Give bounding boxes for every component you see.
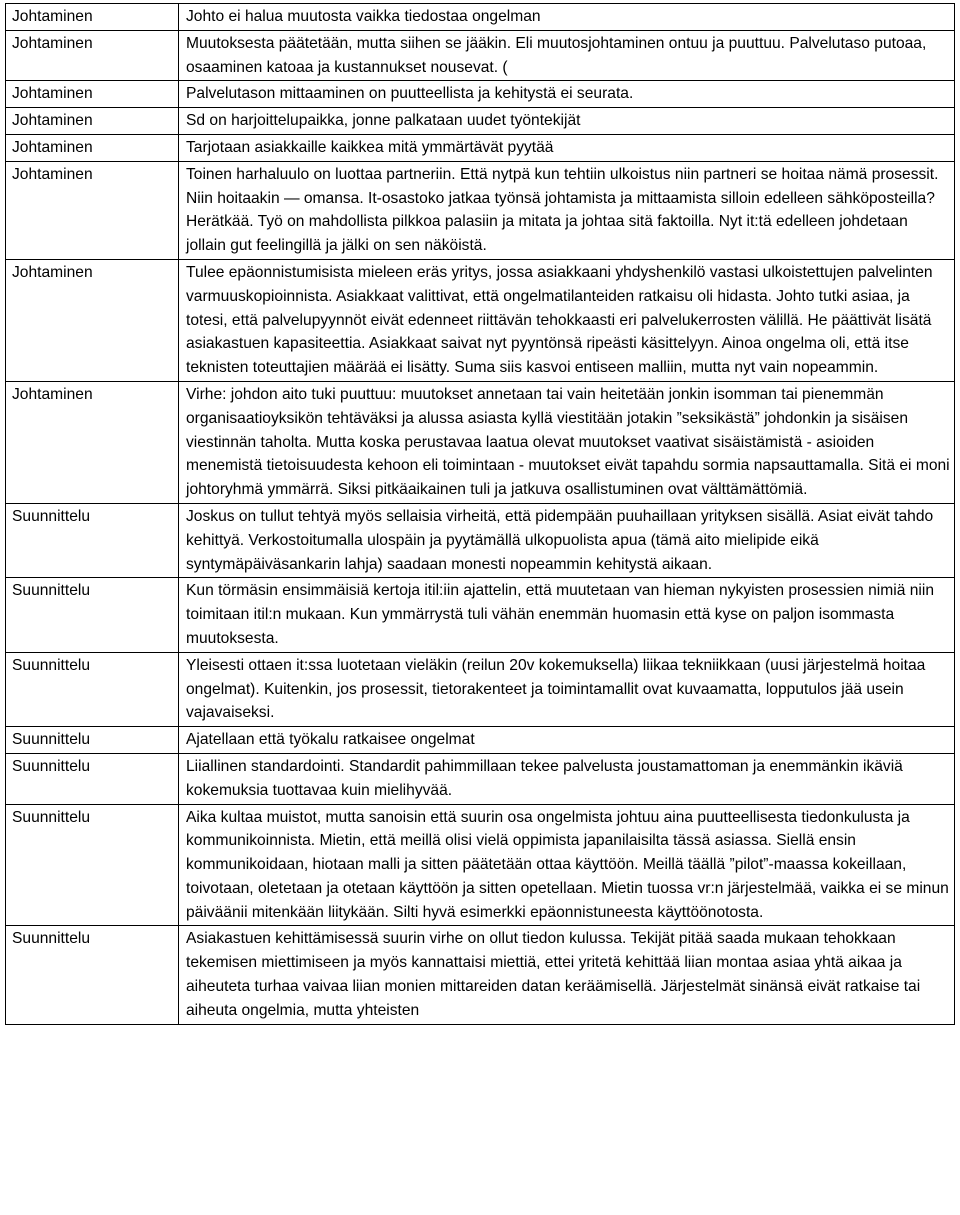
table-row (6, 259, 955, 381)
category-cell: Johtaminen (6, 259, 179, 381)
issues-table (5, 3, 955, 1025)
category-cell: Suunnittelu (6, 578, 179, 652)
table-row (6, 503, 955, 577)
category-cell: Suunnittelu (6, 926, 179, 1024)
table-row (6, 4, 955, 31)
table-row (6, 30, 955, 81)
category-cell: Suunnittelu (6, 727, 179, 754)
table-row (6, 753, 955, 804)
category-cell: Suunnittelu (6, 804, 179, 926)
category-cell: Johtaminen (6, 30, 179, 81)
table-row (6, 108, 955, 135)
category-cell: Johtaminen (6, 108, 179, 135)
table-row (6, 134, 955, 161)
description-cell: Joskus on tullut tehtyä myös sellaisia virheitä, että pidempään puuhaillaan yrityksen sisällä. Asiat eivät tahdo kehittyä. Verkostoitumalla ulospäin ja pyytämällä ulkopuolista apua (tämä aito mielipide eikä syntymäpäiväsankarin lahja) saadaan monesti nopeammin kehitystä aikaan. (179, 503, 955, 577)
table-row (6, 727, 955, 754)
description-cell: Toinen harhaluulo on luottaa partneriin. Että nytpä kun tehtiin ulkoistus niin partneri se hoitaa nämä prosessit. Niin hoitaakin — omansa. It-osastoko jatkaa työnsä johtamista ja mittaamista silloin edelleen sähköposteilla? Herätkää. Työ on mahdollista pilkkoa palasiin ja mitata ja johtaa sitä faktoilla. Nyt it:tä edelleen johdetaan jollain gut feelingillä ja jälki on sen näköistä. (179, 161, 955, 259)
table-row (6, 578, 955, 652)
table-row (6, 161, 955, 259)
description-cell: Johto ei halua muutosta vaikka tiedostaa ongelman (179, 4, 955, 31)
description-cell: Palvelutason mittaaminen on puutteellista ja kehitystä ei seurata. (179, 81, 955, 108)
table-row (6, 81, 955, 108)
issues-table-body (6, 4, 955, 1025)
category-cell: Johtaminen (6, 161, 179, 259)
category-cell: Johtaminen (6, 81, 179, 108)
category-cell: Suunnittelu (6, 503, 179, 577)
category-cell: Suunnittelu (6, 753, 179, 804)
description-cell: Yleisesti ottaen it:ssa luotetaan vieläkin (reilun 20v kokemuksella) liikaa tekniikkaan (uusi järjestelmä hoitaa ongelmat). Kuitenkin, jos prosessit, tietorakenteet ja toimintamallit ovat kuvaamatta, lopputulos jää usein vajavaiseksi. (179, 652, 955, 726)
description-cell: Ajatellaan että työkalu ratkaisee ongelmat (179, 727, 955, 754)
description-cell: Kun törmäsin ensimmäisiä kertoja itil:iin ajattelin, että muutetaan van hieman nykyisten prosessien nimiä niin toimitaan itil:n mukaan. Kun ymmärrystä tuli vähän enemmän huomasin että kyse on paljon isommasta muutoksesta. (179, 578, 955, 652)
description-cell: Aika kultaa muistot, mutta sanoisin että suurin osa ongelmista johtuu aina puutteellisesta tiedonkulusta ja kommunikoinnista. Mietin, että meillä olisi vielä oppimista japanilaisilta tässä asiassa. Siellä ensin kommunikoidaan, hiotaan malli ja sitten päätetään ottaa käyttöön. Meillä täällä ”pilot”-maassa kokeillaan, toivotaan, oletetaan ja otetaan käyttöön ja sitten opetellaan. Mietin tuossa vr:n järjestelmää, vaikka ei se minun päiväänii mitenkään liitykään. Silti hyvä esimerkki epäonnistuneesta käyttöönotosta. (179, 804, 955, 926)
category-cell: Suunnittelu (6, 652, 179, 726)
description-cell: Tulee epäonnistumisista mieleen eräs yritys, jossa asiakkaani yhdyshenkilö vastasi ulkoistettujen palvelinten varmuuskopioinnista. Asiakkaat valittivat, että ongelmatilanteiden ratkaisu oli hidasta. Johto tutki asiaa, ja totesi, että palvelupyynnöt eivät edenneet riittävän tehokkaasti eri palvelukerrosten välillä. He päättivät lisätä asiakastuen kapasiteettia. Asiakkaat saivat nyt pyyntönsä ripeästi käsittelyyn. Ainoa ongelma oli, että itse teknisten toteuttajien määrää ei lisätty. Suma siis kasvoi entiseen malliin, mutta nyt vain nopeammin. (179, 259, 955, 381)
category-cell: Johtaminen (6, 4, 179, 31)
category-cell: Johtaminen (6, 381, 179, 503)
description-cell: Tarjotaan asiakkaille kaikkea mitä ymmärtävät pyytää (179, 134, 955, 161)
description-cell: Liiallinen standardointi. Standardit pahimmillaan tekee palvelusta joustamattoman ja enemmänkin ikäviä kokemuksia tuottavaa kuin mielihyvää. (179, 753, 955, 804)
table-row (6, 804, 955, 926)
description-cell: Muutoksesta päätetään, mutta siihen se jääkin. Eli muutosjohtaminen ontuu ja puuttuu. Palvelutaso putoaa, osaaminen katoaa ja kustannukset nousevat. ( (179, 30, 955, 81)
description-cell: Sd on harjoittelupaikka, jonne palkataan uudet työntekijät (179, 108, 955, 135)
table-row (6, 926, 955, 1024)
category-cell: Johtaminen (6, 134, 179, 161)
description-cell: Asiakastuen kehittämisessä suurin virhe on ollut tiedon kulussa. Tekijät pitää saada mukaan tehokkaan tekemisen miettimiseen ja myös kannattaisi miettiä, ettei yritetä kehittää liian montaa asiaa yhtä aikaa ja aiheuteta turhaa vaivaa liian monien mittareiden datan keräämisellä. Järjestelmät sinänsä eivät ratkaise tai aiheuta ongelmia, mutta yhteisten (179, 926, 955, 1024)
table-row (6, 381, 955, 503)
description-cell: Virhe: johdon aito tuki puuttuu: muutokset annetaan tai vain heitetään jonkin isomman tai pienemmän organisaatioyksikön tehtäväksi ja alussa asiasta kyllä viestitään jotakin ”seksikästä” johdonkin ja sisäisen viestinnän taholta. Mutta koska perustavaa laatua olevat muutokset vaativat sisäistämistä - asioiden menemistä tietoisuudesta kehoon eli toimintaan - muutokset eivät tapahdu sormia napsauttamalla. Sitä ei moni johtoryhmä ymmärrä. Siksi pitkäaikainen tuli ja jatkuva osallistuminen ovat välttämättömiä. (179, 381, 955, 503)
table-row (6, 652, 955, 726)
